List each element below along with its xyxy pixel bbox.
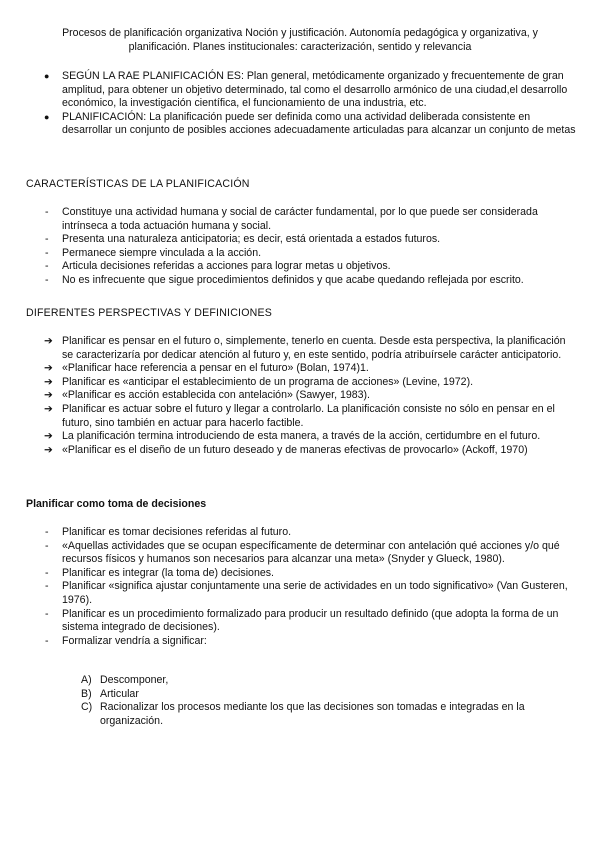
dash-marker: - <box>45 607 49 620</box>
dash-marker: - <box>45 580 49 593</box>
list-item-text: Planificar es «anticipar el establecimiento de un programa de acciones» (Levine, 1972). <box>62 375 474 388</box>
arrow-right-icon: ➔ <box>44 335 53 347</box>
list-item <box>0 335 600 362</box>
list-item <box>0 674 600 688</box>
arrow-right-icon: ➔ <box>44 430 53 443</box>
letter-marker: C) <box>81 701 93 714</box>
list-item-text: Racionalizar los procesos mediante los que las decisiones son tomadas e integradas en la organización. <box>100 701 525 727</box>
list-item-text: Planificar es actuar sobre el futuro y llegar a controlarlo. La planificación consiste no sólo en pensar en el futuro, sino también en actuar para hacerlo factible. <box>62 402 555 429</box>
list-item <box>0 70 600 111</box>
list-item-text: «Planificar es el diseño de un futuro deseado y de maneras efectivas de provocarlo» (Ackoff, 1970) <box>62 443 528 456</box>
list-item <box>0 403 600 430</box>
list-item-text: Descomponer, <box>100 674 169 686</box>
list-item <box>0 376 600 390</box>
dash-marker: - <box>45 233 49 246</box>
arrow-right-icon: ➔ <box>44 362 53 375</box>
list-item <box>0 567 600 581</box>
list-item <box>0 701 600 728</box>
dash-marker: - <box>45 539 49 552</box>
list-item <box>0 526 600 540</box>
list-item <box>0 389 600 403</box>
list-item-text: Articular <box>100 687 139 700</box>
list-item-text: Constituye una actividad humana y social de carácter fundamental, por lo que puede ser considerada intrínseca a toda actuación humana y social. <box>62 206 538 232</box>
list-item-text: «Planificar es acción establecida con antelación» (Sawyer, 1983). <box>62 389 370 402</box>
list-item <box>0 580 600 607</box>
dash-marker: - <box>45 206 49 218</box>
list-item-text: «Planificar hace referencia a pensar en el futuro» (Bolan, 1974)1. <box>62 362 369 375</box>
arrow-right-icon: ➔ <box>44 402 53 415</box>
dash-marker: - <box>45 273 49 286</box>
arrow-right-icon: ➔ <box>44 443 53 456</box>
list-item-text: Planificar es tomar decisiones referidas al futuro. <box>62 526 292 538</box>
formalize-sub-list <box>0 674 600 728</box>
list-item-text: Planificar «significa ajustar conjuntamente una serie de actividades en un todo significativo» (Van Gusteren, 1976). <box>62 580 568 606</box>
section-heading-decisions: Planificar como toma de decisiones <box>26 498 207 510</box>
decisions-list <box>0 526 600 648</box>
list-item <box>0 635 600 649</box>
section-heading-characteristics: CARACTERÍSTICAS DE LA PLANIFICACIÓN <box>26 178 250 190</box>
intro-bullet-list <box>0 70 600 138</box>
dash-marker: - <box>45 526 49 538</box>
arrow-right-icon: ➔ <box>44 389 53 402</box>
dash-marker: - <box>45 566 49 579</box>
list-item <box>0 206 600 233</box>
list-item-text: Planificar es un procedimiento formalizado para producir un resultado definido (que adopta la forma de un sistema integrado de decisiones). <box>62 607 559 634</box>
list-item-text: La planificación termina introduciendo de esta manera, a través de la acción, certidumbre en el futuro. <box>62 430 541 443</box>
list-item <box>0 274 600 288</box>
dash-marker: - <box>45 634 49 647</box>
letter-marker: B) <box>81 687 92 700</box>
arrow-right-icon: ➔ <box>44 375 53 388</box>
list-item <box>0 608 600 635</box>
list-item-text: Articula decisiones referidas a acciones para lograr metas u objetivos. <box>62 260 391 273</box>
list-item <box>0 362 600 376</box>
list-item <box>0 260 600 274</box>
perspectives-list <box>0 335 600 457</box>
bullet-marker: ● <box>44 111 50 122</box>
letter-marker: A) <box>81 674 92 686</box>
list-item <box>0 111 600 138</box>
list-item-text: PLANIFICACIÓN: La planificación puede ser definida como una actividad deliberada consistente en desarrollar un conjunto de posibles acciones adecuadamente articuladas para alcanzar un conjunto de metas <box>62 110 576 137</box>
list-item <box>0 233 600 247</box>
list-item <box>0 247 600 261</box>
document-title: Procesos de planificación organizativa Noción y justificación. Autonomía pedagógica y organizativa, y planificación. Planes institucionales: caracterización, sentido y relevancia <box>62 27 538 53</box>
list-item-text: «Aquellas actividades que se ocupan específicamente de determinar con antelación qué acciones y/o qué recursos físicos y humanos son necesarios para alcanzar una meta» (Snyder y Glueck, 1980). <box>62 539 560 566</box>
list-item-text: SEGÚN LA RAE PLANIFICACIÓN ES: Plan general, metódicamente organizado y frecuentemente de gran amplitud, para obtener un objetivo determinado, tal como el desarrollo armónico de una ciudad,el desarrollo económico, la investigación científica, el funcionamiento de una industria, etc. <box>62 70 568 110</box>
list-item-text: Presenta una naturaleza anticipatoria; es decir, está orientada a estados futuros. <box>62 233 441 246</box>
characteristics-list <box>0 206 600 288</box>
list-item-text: Formalizar vendría a significar: <box>62 634 207 647</box>
list-item-text: Planificar es integrar (la toma de) decisiones. <box>62 566 274 579</box>
list-item <box>0 430 600 444</box>
list-item-text: Planificar es pensar en el futuro o, simplemente, tenerlo en cuenta. Desde esta perspectiva, la planificación se caracterizaría por dedicar atención al futuro y, en este sentido, podría atribuírsele carácter anticipatorio. <box>62 335 566 361</box>
list-item <box>0 540 600 567</box>
section-heading-perspectives: DIFERENTES PERSPECTIVAS Y DEFINICIONES <box>26 307 273 319</box>
dash-marker: - <box>45 260 49 273</box>
list-item-text: No es infrecuente que sigue procedimientos definidos y que acabe quedando reflejada por escrito. <box>62 273 524 286</box>
dash-marker: - <box>45 246 49 259</box>
list-item <box>0 688 600 702</box>
list-item-text: Permanece siempre vinculada a la acción. <box>62 246 262 259</box>
list-item <box>0 444 600 458</box>
bullet-marker: ● <box>44 71 50 81</box>
